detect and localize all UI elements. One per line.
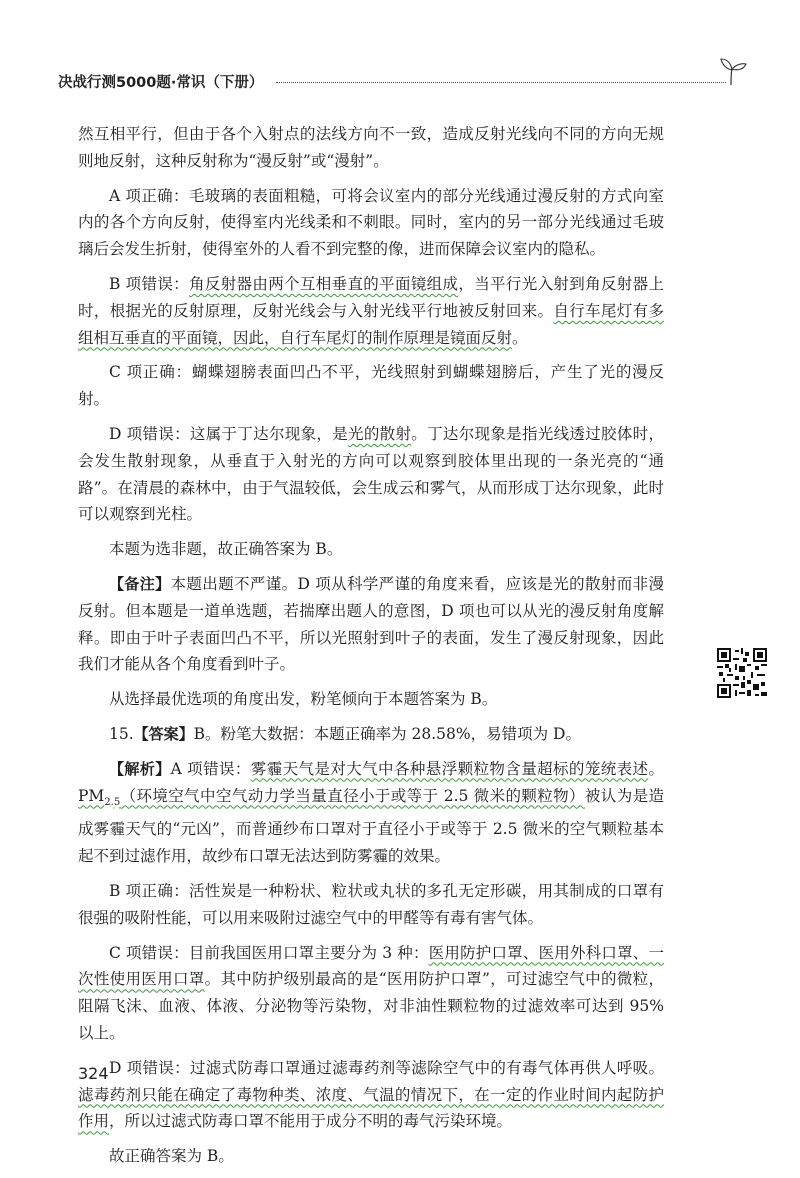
header-dotted-rule (276, 82, 726, 83)
paragraph-answer-note: 本题为选非题，故正确答案为 B。 (109, 540, 343, 559)
header-title: 决战行测5000题·常识（下册） (58, 75, 264, 91)
page-number: 324 (78, 1064, 109, 1083)
page-header (58, 67, 748, 97)
paragraph-1: 然互相平行，但由于各个入射点的法线方向不一致，造成反射光线向不同的方向无规则地反射，这种反射称为“漫反射”或“漫射”。 (78, 125, 664, 170)
paragraph-answer-15: 15.【答案】B。粉笔大数据：本题正确率为 28.58%，易错项为 D。 (109, 724, 581, 743)
paragraph-option-b: B 项错误：角反射器由两个互相垂直的平面镜组成，当平行光入射到角反射器上时，根据光的反射原理，反射光线会与入射光线平行地被反射回来。自行车尾灯有多组相互垂直的平面镜，因此，自行车尾灯的制作原理是镜面反射。 (78, 274, 664, 347)
page-content (78, 121, 664, 1178)
paragraph-option-c: C 项正确：蝴蝶翅膀表面凹凸不平，光线照射到蝴蝶翅膀后，产生了光的漫反射。 (78, 363, 664, 409)
underlined-text: 光的散射 (348, 424, 412, 443)
underlined-text: 自行车尾灯有多组相互垂直的平面镜，因此，自行车尾灯的制作原理是镜面反射 (78, 301, 664, 347)
paragraph-option-d2: D 项错误：过滤式防毒口罩通过滤毒药剂等滤除空气中的有毒气体再供人呼吸。滤毒药剂只能在确定了毒物种类、浓度、气温的情况下，在一定的作业时间内起防护作用，所以过滤式防毒口罩不能用于成分不明的毒气污染环境。 (78, 1058, 664, 1131)
paragraph-option-b2: B 项正确：活性炭是一种粉状、粒状或丸状的多孔无定形碳，用其制成的口罩有很强的吸附性能，可以用来吸附过滤空气中的甲醛等有毒有害气体。 (78, 882, 664, 927)
underlined-text: 雾霾天气是对大气中各种悬浮颗粒物含量超标的笼统表述 (250, 759, 649, 778)
underlined-text: 角反射器由两个互相垂直的平面镜组成 (189, 274, 459, 293)
paragraph-analysis: 【解析】A 项错误：雾霾天气是对大气中各种悬浮颗粒物含量超标的笼统表述。$PM_{2.5}$（环境空气中空气动力学当量直径小于或等于 2.5 微米的颗粒物）被认为是造成雾霾天气的“元凶”，而普通纱布口罩对于直径小于或等于 2.5 微米的空气颗粒基本起不到过滤作用，故纱布口罩无法达到防雾霾的效果。 (78, 759, 664, 866)
qr-code-icon[interactable] (717, 648, 767, 698)
paragraph-remark: 【备注】本题出题不严谨。D 项从科学严谨的角度来看，应该是光的散射而非漫反射。但本题是一道单选题，若揣摩出题人的意图，D 项也可以从光的漫反射角度解释。即由于叶子表面凹凸不平，所以光照射到叶子的表面，发生了漫反射现象，因此我们才能从各个角度看到叶子。 (78, 574, 664, 674)
underlined-text: $PM_{2.5}$（环境空气中空气动力学当量直径小于或等于 2.5 微米的颗粒物） (78, 786, 585, 808)
paragraph-option-a: A 项正确：毛玻璃的表面粗糙，可将会议室内的部分光线通过漫反射的方式向室内的各个方向反射，使得室内光线柔和不刺眼。同时，室内的另一部分光线通过毛玻璃后会发生折射，使得室外的人看不到完整的像，进而保障会议室内的隐私。 (78, 186, 664, 259)
paragraph-preference: 从选择最优选项的角度出发，粉笔倾向于本题答案为 B。 (109, 690, 498, 709)
underlined-text: 医用防护口罩、医用外科口罩、一次性使用医用口罩 (78, 943, 664, 989)
sprout-icon (716, 55, 748, 87)
paragraph-option-d: D 项错误：这属于丁达尔现象，是光的散射。丁达尔现象是指光线透过胶体时，会发生散射现象，从垂直于入射光的方向可以观察到胶体里出现的一条光亮的“通路”。在清晨的森林中，由于气温较低，会生成云和雾气，从而形成丁达尔现象，此时可以观察到光柱。 (78, 424, 664, 524)
paragraph-final-answer: 故正确答案为 B。 (109, 1147, 234, 1166)
paragraph-option-c2: C 项错误：目前我国医用口罩主要分为 3 种：医用防护口罩、医用外科口罩、一次性使用医用口罩。其中防护级别最高的是“医用防护口罩”，可过滤空气中的微粒，阻隔飞沫、血液、体液、分泌物等污染物，对非油性颗粒物的过滤效率可达到 95% 以上。 (78, 943, 664, 1042)
underlined-text: 滤毒药剂只能在确定了毒物种类、浓度、气温的情况下，在一定的作业时间内起防护作用 (78, 1085, 664, 1131)
